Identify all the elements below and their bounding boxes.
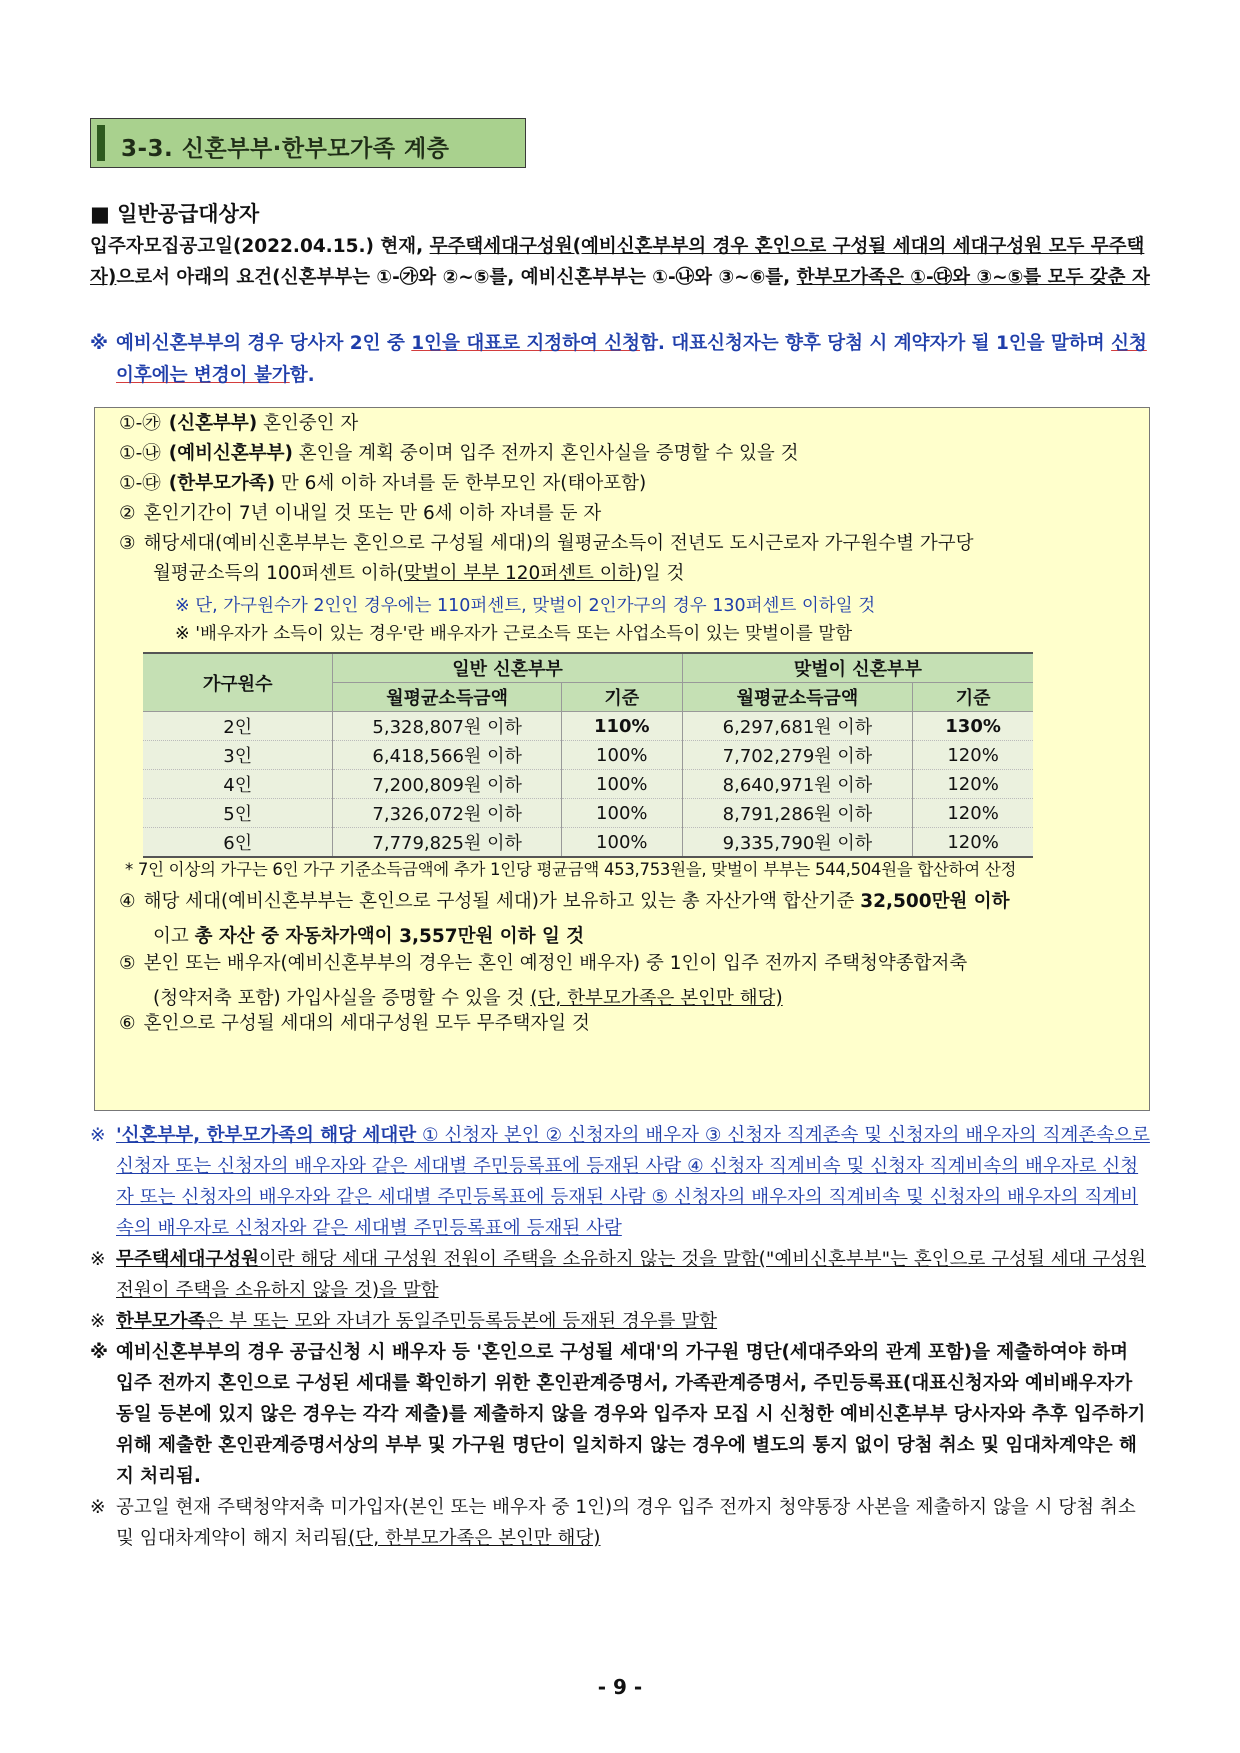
- blue-note-underline2: 신청 이후에는 변경이 불가: [116, 333, 1147, 386]
- condition-text: 본인 또는 배우자(예비신혼부부의 경우는 혼인 예정인 배우자) 중 1인이 입주 전까지 주택청약종합저축: [143, 953, 968, 974]
- cell-dual-standard: 130%: [913, 712, 1033, 741]
- note-household-definition: [90, 1120, 1152, 1244]
- income-table-note: * 7인 이상의 가구는 6인 가구 기준소득금액에 추가 1인당 평균금액 453,753원을, 맞벌이 부부는 544,504원을 합산하여 산정: [125, 860, 1017, 879]
- th-dual-standard: 기준: [913, 683, 1033, 712]
- prospective-couple-note: [90, 328, 1152, 392]
- condition-bold: 총 자산 중 자동차가액이 3,557만원 이하 일 것: [194, 926, 585, 947]
- condition-mark: ②: [119, 503, 136, 524]
- table-row: [143, 799, 1033, 828]
- condition-text: 혼인기간이 7년 이내일 것 또는 만 6세 이하 자녀를 둔 자: [143, 503, 602, 524]
- note-mark: ※: [90, 1249, 106, 1270]
- cell-household: 5인: [143, 799, 333, 828]
- condition-mark: ⑤: [119, 953, 136, 974]
- condition-3-line2: [153, 558, 684, 589]
- condition-label: (한부모가족): [168, 473, 276, 494]
- condition-underline: (단, 한부모가족은 본인만 해당): [530, 988, 783, 1009]
- cell-household: 3인: [143, 741, 333, 770]
- condition-mark: ①-㉮: [119, 413, 161, 434]
- condition-3-subnote1: ※ 단, 가구원수가 2인인 경우에는 110퍼센트, 맞벌이 2인가구의 경우 130퍼센트 이하일 것: [175, 596, 876, 616]
- condition-5-line2: [153, 984, 783, 1010]
- page-number: - 9 -: [597, 1675, 643, 1699]
- condition-text: 혼인을 계획 중이며 입주 전까지 혼인사실을 증명할 수 있을 것: [298, 443, 799, 464]
- cell-dual-standard: 120%: [913, 770, 1033, 799]
- notes-section: [90, 1120, 1152, 1554]
- condition-6: [119, 1008, 590, 1039]
- condition-1c: [119, 468, 646, 499]
- condition-text: 혼인중인 자: [263, 413, 359, 434]
- section-title: 3-3. 신혼부부·한부모가족 계층: [121, 136, 450, 162]
- cell-general-standard: 100%: [561, 799, 682, 828]
- condition-3: [119, 528, 974, 559]
- condition-text: (청약저축 포함) 가입사실을 증명할 수 있을 것: [153, 988, 531, 1009]
- note-text: 공고일 현재 주택청약저축 미가입자(본인 또는 배우자 중 1인)의 경우 입주 전까지 청약통장 사본을 제출하지 않을 시 당첨 취소 및 임대차계약이 해지 처리됨: [116, 1497, 1136, 1549]
- income-table: [143, 652, 1033, 858]
- cell-dual-standard: 120%: [913, 741, 1033, 770]
- condition-mark: ④: [119, 891, 136, 912]
- lede-part1: 입주자모집공고일(2022.04.15.) 현재,: [90, 236, 430, 257]
- condition-4: [119, 886, 1010, 917]
- condition-label: (신혼부부): [168, 413, 258, 434]
- condition-text: 혼인으로 구성될 세대의 세대구성원 모두 무주택자일 것: [143, 1013, 590, 1034]
- condition-4-line2: [153, 922, 584, 948]
- note-prospective-documents: [90, 1337, 1152, 1492]
- blue-note-part2: 함. 대표신청자는 향후 당첨 시 계약자가 될 1인을 말하며: [640, 333, 1112, 354]
- note-mark: ※: [90, 1497, 106, 1518]
- note-text: 예비신혼부부의 경우 공급신청 시 배우자 등 '혼인으로 구성될 세대'의 가구원 명단(세대주와의 관계 포함)을 제출하여야 하며 입주 전까지 혼인으로 구성된 세대를 확인하기 위한 혼인관계증명서, 가족관계증명서, 주민등록표(대표신청자와 예비배우자가 동일 등본에 있지 않은 경우는 각각 제출)를 제출하지 않을 경우와 입주자 모집 시 신청한 예비신혼부부 당사자와 추후 입주하기 위해 제출한 혼인관계증명서상의 부부 및 가구원 명단이 일치하지 않는 경우에 별도의 통지 없이 당첨 취소 및 임대차계약은 해지 처리됨.: [116, 1342, 1146, 1487]
- blue-note-part1: 예비신혼부부의 경우 당사자 2인 중: [116, 333, 412, 354]
- cell-general-standard: 100%: [561, 828, 682, 858]
- section-title-box: [90, 118, 526, 168]
- note-mark: ※: [90, 1342, 108, 1363]
- cell-dual-standard: 120%: [913, 828, 1033, 858]
- note-single-parent: [90, 1306, 1152, 1337]
- cell-general-standard: 110%: [561, 712, 682, 741]
- blue-note-underline1: 1인을 대표로 지정하여 신청: [411, 333, 641, 354]
- cell-general-income: 6,418,566원 이하: [333, 741, 562, 770]
- table-row: [143, 770, 1033, 799]
- lede-underline2: 한부모가족은 ①-㉰와 ③~⑤를 모두 갖춘 자: [796, 267, 1150, 288]
- cell-general-income: 7,200,809원 이하: [333, 770, 562, 799]
- lede-underline1: 무주택세대구성원(예비신혼부부의 경우 혼인으로 구성될 세대의 세대구성원 모두 무주택자): [90, 236, 1145, 288]
- condition-3-subnote2: ※ '배우자가 소득이 있는 경우'란 배우자가 근로소득 또는 사업소득이 있는 맞벌이를 말함: [175, 624, 853, 644]
- cell-dual-income: 7,702,279원 이하: [682, 741, 913, 770]
- note-text: 이란 해당 세대 구성원 전원이 주택을 소유하지 않는 것을 말함("예비신혼부부"는 혼인으로 구성될 세대 구성원 전원이 주택을 소유하지 않을 것)을 말함: [116, 1249, 1146, 1301]
- cell-dual-income: 9,335,790원 이하: [682, 828, 913, 858]
- cell-general-income: 5,328,807원 이하: [333, 712, 562, 741]
- note-mark: ※: [90, 1311, 106, 1332]
- th-dual-income: 월평균소득금액: [682, 683, 913, 712]
- condition-mark: ①-㉯: [119, 443, 161, 464]
- table-row: [143, 712, 1033, 741]
- cell-household: 2인: [143, 712, 333, 741]
- cell-dual-income: 8,791,286원 이하: [682, 799, 913, 828]
- th-dual: 맞벌이 신혼부부: [682, 653, 1033, 683]
- condition-mark: ①-㉰: [119, 473, 161, 494]
- cell-dual-income: 8,640,971원 이하: [682, 770, 913, 799]
- note-underline: (단, 한부모가족은 본인만 해당): [348, 1528, 601, 1549]
- cell-household: 6인: [143, 828, 333, 858]
- lede-part2: 으로서 아래의 요건(신혼부부는 ①-㉮와 ②~⑤를, 예비신혼부부는 ①-㉯와 ③~⑥를,: [116, 267, 797, 288]
- condition-mark: ⑥: [119, 1013, 136, 1034]
- th-general-standard: 기준: [561, 683, 682, 712]
- cell-dual-income: 6,297,681원 이하: [682, 712, 913, 741]
- note-mark: ※: [90, 333, 108, 354]
- note-text: 은 부 또는 모와 자녀가 동일주민등록등본에 등재된 경우를 말함: [205, 1311, 718, 1332]
- condition-bold: 32,500만원 이하: [860, 891, 1010, 912]
- cell-general-income: 7,326,072원 이하: [333, 799, 562, 828]
- note-bold: 무주택세대구성원: [116, 1249, 259, 1270]
- condition-mark: ③: [119, 533, 136, 554]
- condition-text: 해당 세대(예비신혼부부는 혼인으로 구성될 세대)가 보유하고 있는 총 자산가액 합산기준: [143, 891, 861, 912]
- condition-underline: 맞벌이 부부 120퍼센트 이하: [403, 563, 636, 584]
- note-mark: ※: [90, 1125, 106, 1146]
- cell-general-income: 7,779,825원 이하: [333, 828, 562, 858]
- cell-dual-standard: 120%: [913, 799, 1033, 828]
- note-bold: '신혼부부, 한부모가족의 해당 세대란: [116, 1125, 417, 1146]
- conditions-box: [94, 407, 1150, 1111]
- condition-1a: [119, 408, 358, 439]
- note-savings-account: [90, 1492, 1152, 1554]
- condition-text: 이고: [153, 926, 195, 947]
- condition-text: 만 6세 이하 자녀를 둔 한부모인 자(태아포함): [280, 473, 647, 494]
- subheading: ■ 일반공급대상자: [90, 202, 260, 226]
- th-household: 가구원수: [143, 653, 333, 712]
- condition-5: [119, 948, 967, 979]
- note-text: ① 신청자 본인 ② 신청자의 배우자 ③ 신청자 직계존속 및 신청자의 배우자의 직계존속으로 신청자 또는 신청자의 배우자와 같은 세대별 주민등록표에 등재된 사람 ④ 신청자 직계비속 및 신청자 직계비속의 배우자로 신청자 또는 신청자의 배우자와 같은 세대별 주민등록표에 등재된 사람 ⑤ 신청자의 배우자의 직계비속 및 신청자의 배우자의 직계비속의 배우자로 신청자와 같은 세대별 주민등록표에 등재된 사람: [116, 1125, 1150, 1239]
- eligibility-lede: [90, 231, 1152, 293]
- note-bold: 한부모가족: [116, 1311, 206, 1332]
- condition-text: 월평균소득의 100퍼센트 이하(: [153, 563, 404, 584]
- th-general: 일반 신혼부부: [333, 653, 682, 683]
- title-accent-bar: [97, 125, 105, 161]
- condition-text: )일 것: [635, 563, 685, 584]
- blue-note-part3: 함.: [289, 365, 315, 386]
- condition-label: (예비신혼부부): [168, 443, 293, 464]
- cell-household: 4인: [143, 770, 333, 799]
- condition-2: [119, 498, 601, 529]
- th-general-income: 월평균소득금액: [333, 683, 562, 712]
- table-row: [143, 741, 1033, 770]
- cell-general-standard: 100%: [561, 741, 682, 770]
- condition-1b: [119, 438, 799, 469]
- table-row: [143, 828, 1033, 858]
- condition-text: 해당세대(예비신혼부부는 혼인으로 구성될 세대)의 월평균소득이 전년도 도시근로자 가구원수별 가구당: [143, 533, 974, 554]
- cell-general-standard: 100%: [561, 770, 682, 799]
- note-homeless-member: [90, 1244, 1152, 1306]
